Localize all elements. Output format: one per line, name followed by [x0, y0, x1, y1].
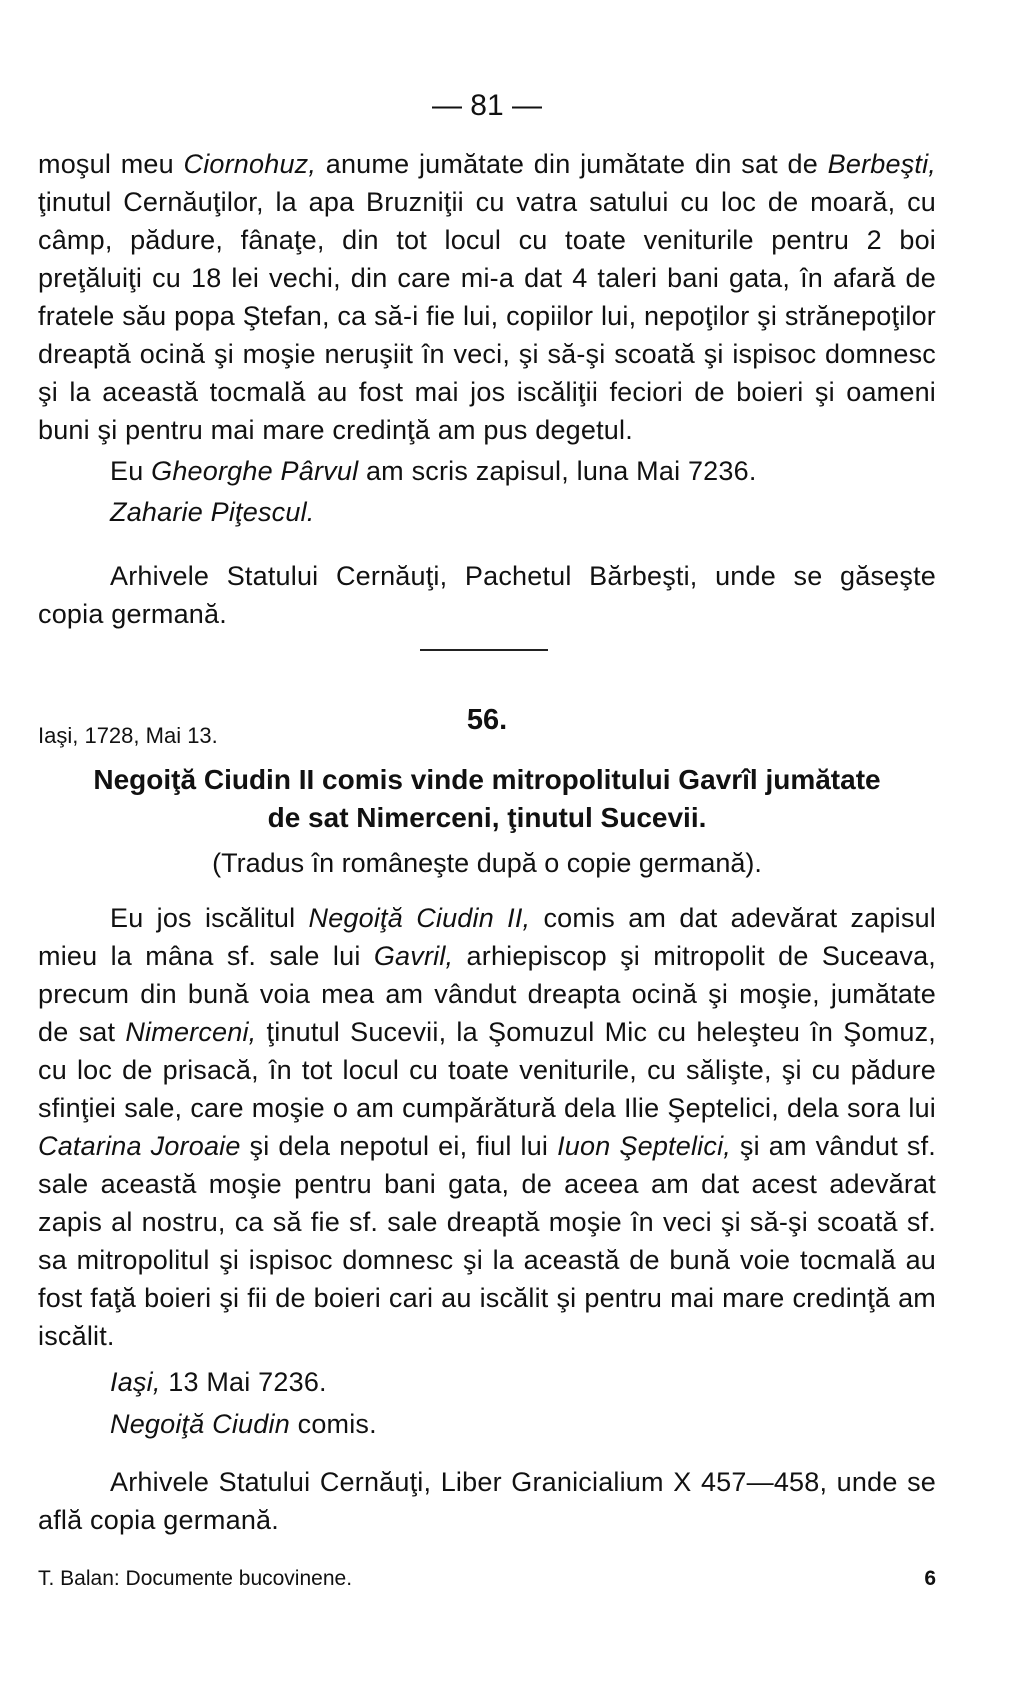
place-name-ciornohuz: Ciornohuz,: [183, 149, 317, 179]
text-segment: anume jumătate din jumătate din sat de: [316, 149, 828, 179]
closing-place: Iaşi,: [110, 1367, 161, 1397]
continued-document-text: [38, 145, 936, 633]
document-56-body: [38, 899, 936, 1539]
closing-line-1: [38, 452, 936, 490]
text-segment: Eu: [110, 456, 152, 486]
signatory-name: Negoiţă Ciudin: [110, 1409, 290, 1439]
text-segment: ţinutul Cernăuţilor, la apa Bruzniţii cu vatra satului cu loc de moară, cu câmp, pădure, fânaţe, din tot locul cu toate veniturile pentru 2 boi preţăluiţi cu 18 lei vechi, din care mi-a dat 4 taleri bani gata, în afară de fratele său popa Ştefan, ca să-i fie lui, copiilor lui, nepoţilor şi strănepoţilor dreaptă ocină şi moşie neruşiit în veci, şi să-şi scoată şi ispisoc domnesc şi la această tocmală au fost mai jos iscăliţii feciori de boieri şi oameni buni şi pentru mai mare credinţă am pus degetul.: [38, 187, 936, 445]
document-56-closing-date: [38, 1363, 936, 1401]
person-name: Negoiţă Ciudin II,: [308, 903, 531, 933]
document-title-line-1: Negoiţă Ciudin II comis vinde mitropolitului Gavrîl jumătate: [93, 764, 881, 795]
closing-line-2: Zaharie Piţescul.: [110, 497, 315, 527]
text-segment: Eu jos iscălitul: [110, 903, 309, 933]
archive-source-56: Arhivele Statului Cernăuţi, Liber Granicialium X 457—458, unde se află copia germană.: [38, 1467, 936, 1535]
document-56-paragraph: [38, 899, 936, 1355]
document-title-line-2: de sat Nimerceni, ţinutul Sucevii.: [267, 802, 707, 833]
document-page: [38, 0, 936, 1701]
person-name: Catarina Joroaie: [38, 1131, 241, 1161]
text-segment: comis am dat adevărat zapisul mieu la mâna sf. sale lui: [38, 903, 936, 971]
text-segment: am scris zapisul, luna Mai 7236.: [358, 456, 757, 486]
translation-note: (Tradus în româneşte după o copie germană).: [212, 848, 762, 878]
page-number: — 81 —: [431, 89, 543, 122]
scribe-name: Gheorghe Pârvul: [151, 456, 359, 486]
closing-date: 13 Mai 7236.: [160, 1367, 327, 1397]
text-segment: moşul meu: [38, 149, 184, 179]
person-name: Iuon Şeptelici,: [557, 1131, 731, 1161]
place-name: Nimerceni,: [125, 1017, 257, 1047]
signatory-title: comis.: [289, 1409, 377, 1439]
text-segment: şi dela nepotul ei, fiul lui: [240, 1131, 558, 1161]
signature-number: 6: [924, 1567, 936, 1590]
document-56-header: [38, 700, 936, 754]
place-name-berbesti: Berbeşti,: [827, 149, 936, 179]
document-title: [38, 761, 936, 837]
page-footer: [38, 1562, 936, 1596]
section-divider: [420, 649, 548, 651]
continued-paragraph: [38, 145, 936, 449]
person-name: Gavril,: [373, 941, 454, 971]
document-number: 56.: [466, 704, 508, 736]
text-segment: ţinutul Sucevii, la Şomuzul Mic cu heleşteu în Şomuz, cu loc de prisacă, în tot locul cu toate veniturile, cu sălişte, şi cu pădure sfinţiei sale, care moşie o am cumpărătură dela Ilie Şeptelici, dela sora lui: [38, 1017, 937, 1123]
document-date: Iaşi, 1728, Mai 13.: [38, 723, 218, 748]
text-segment: arhiepiscop şi mitropolit de Suceava, precum din bună voia mea am vândut dreapta ocină şi moşie, jumătate de sat: [38, 941, 936, 1047]
document-56-signature: [38, 1405, 936, 1443]
text-segment: şi am vândut sf. sale această moşie pentru bani gata, de aceea am dat acest adevărat zapis al nostru, ca să fie sf. sale dreaptă moşie în veci şi să-şi scoată sf. sa mitropolitul şi ispisoc domnesc şi la această de bună voie tocmală au fost faţă boieri şi fii de boieri cari au iscălit şi pentru mai mare credinţă am iscălit.: [38, 1131, 936, 1351]
book-reference: T. Balan: Documente bucovinene.: [38, 1567, 353, 1590]
archive-source-55: Arhivele Statului Cernăuţi, Pachetul Bărbeşti, unde se găseşte copia germană.: [38, 561, 936, 629]
